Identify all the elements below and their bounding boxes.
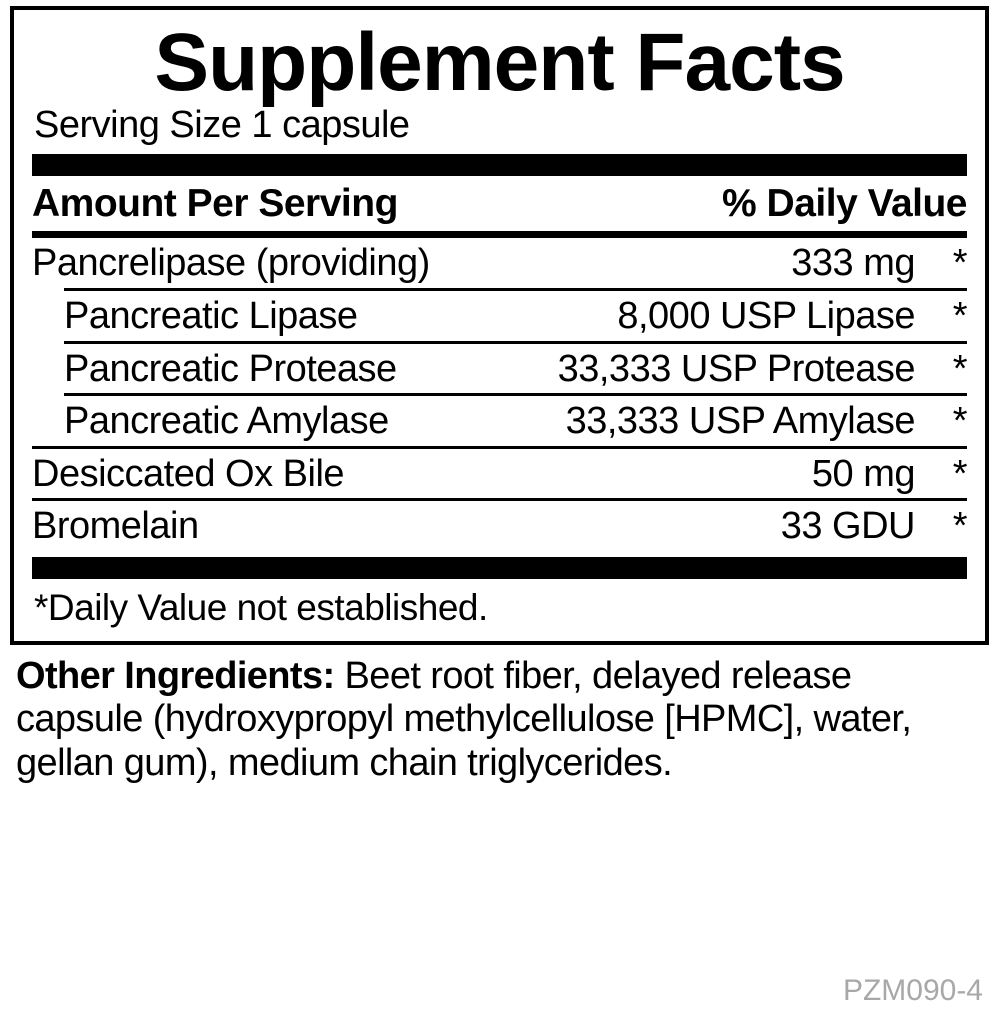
nutrient-daily-value: * (952, 400, 967, 443)
nutrient-name: Pancreatic Amylase (64, 400, 389, 443)
table-header-row (32, 176, 967, 232)
other-ingredients-block (16, 655, 983, 786)
nutrient-amount: 33,333 USP Amylase (565, 400, 915, 443)
nutrient-name: Pancrelipase (providing) (32, 242, 430, 285)
table-row (32, 344, 967, 394)
table-row (32, 396, 967, 446)
supplement-facts-panel (10, 6, 989, 645)
nutrient-amount: 33,333 USP Protease (557, 347, 915, 390)
daily-value-footnote: *Daily Value not established. (34, 586, 488, 628)
nutrient-daily-value: * (952, 295, 967, 337)
nutrient-name: Pancreatic Lipase (64, 295, 358, 337)
page-title: Supplement Facts (154, 17, 845, 108)
table-row (32, 449, 967, 499)
other-ingredients-text: Beet root fiber, delayed release capsule (hydroxypropyl methylcellulose [HPMC], water, gellan gum), medium chain triglycerides. (16, 654, 912, 785)
nutrient-daily-value: * (952, 347, 967, 390)
daily-value-header: % Daily Value (722, 181, 967, 225)
divider-under-header (32, 231, 967, 238)
nutrient-amount: 8,000 USP Lipase (617, 295, 915, 337)
nutrient-name: Bromelain (32, 505, 199, 548)
nutrient-amount: 333 mg (791, 242, 915, 285)
table-row (32, 501, 967, 551)
divider-thick-bottom (32, 557, 967, 579)
nutrient-name: Pancreatic Protease (64, 347, 397, 390)
divider-thick-top (32, 154, 967, 176)
serving-size-text: Serving Size 1 capsule (34, 103, 410, 146)
nutrient-amount: 33 GDU (780, 505, 915, 548)
nutrient-daily-value: * (952, 452, 967, 495)
nutrient-daily-value: * (952, 242, 967, 285)
nutrient-daily-value: * (952, 505, 967, 548)
nutrient-amount: 50 mg (811, 452, 915, 495)
product-code: PZM090-4 (842, 974, 983, 1007)
other-ingredients-heading: Other Ingredients: (16, 654, 335, 697)
table-row (32, 291, 967, 341)
nutrient-name: Desiccated Ox Bile (32, 452, 345, 495)
table-row (32, 238, 967, 288)
amount-per-serving-header: Amount Per Serving (32, 181, 398, 225)
